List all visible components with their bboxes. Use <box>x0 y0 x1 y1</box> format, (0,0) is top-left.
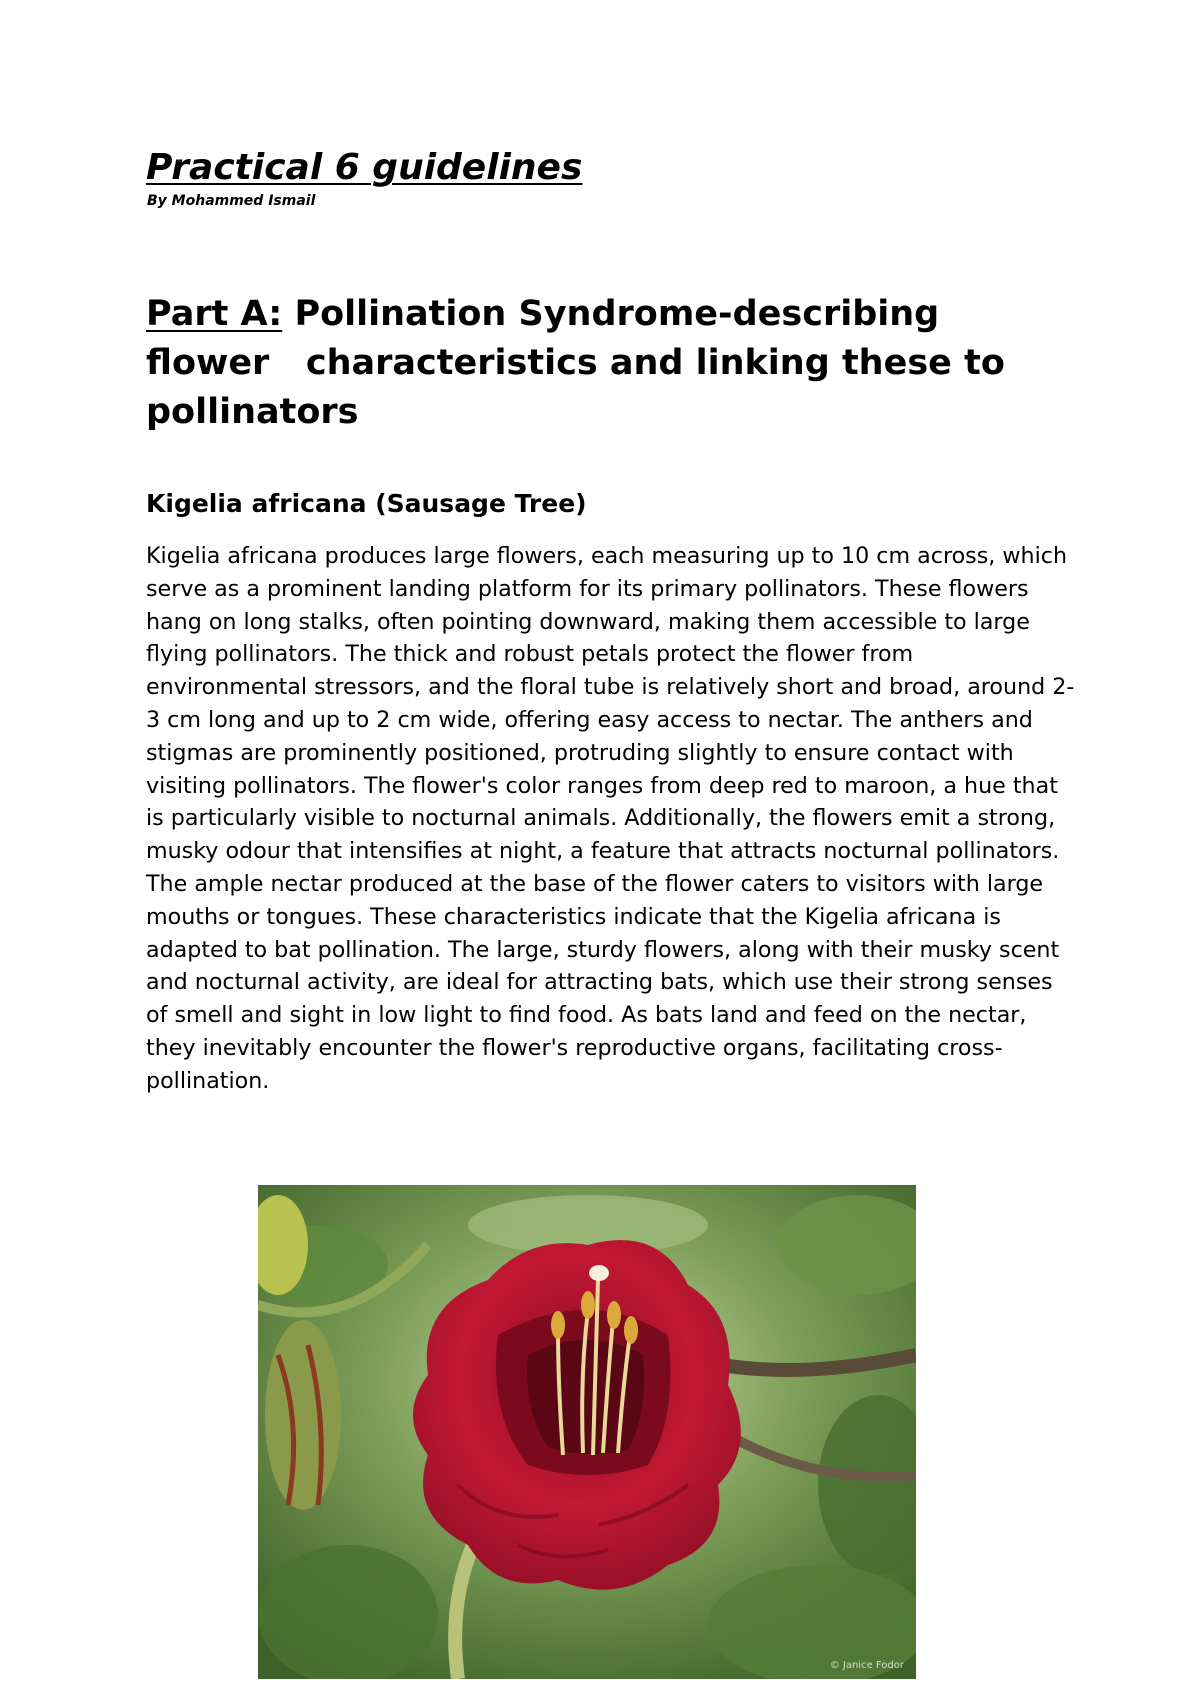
kigelia-flower-photo <box>258 1185 916 1679</box>
part-title: Pollination Syndrome-describing flower characteristics and linking these to pollinators <box>146 294 1005 432</box>
author-byline: By Mohammed Ismail <box>147 193 316 209</box>
species-heading: Kigelia africana (Sausage Tree) <box>146 489 587 518</box>
part-heading <box>146 290 1066 437</box>
document-title <box>146 146 582 190</box>
body-paragraph: Kigelia africana produces large flowers, each measuring up to 10 cm across, which serve as a prominent landing platform for its primary pollinators. These flowers hang on long stalks, often pointing downward, making them accessible to large flying pollinators. The thick and robust petals protect the flower from environmental stressors, and the floral tube is relatively short and broad, around 2-3 cm long and up to 2 cm wide, offering easy access to nectar. The anthers and stigmas are prominently positioned, protruding slightly to ensure contact with visiting pollinators. The flower's color ranges from deep red to maroon, a hue that is particularly visible to nocturnal animals. Additionally, the flowers emit a strong, musky odour that intensifies at night, a feature that attracts nocturnal pollinators. The ample nectar produced at the base of the flower caters to visitors with large mouths or tongues. These characteristics indicate that the Kigelia africana is adapted to bat pollination. The large, sturdy flowers, along with their musky scent and nocturnal activity, are ideal for attracting bats, which use their strong senses of smell and sight in low light to find food. As bats land and feed on the nectar, they inevitably encounter the flower's reproductive organs, facilitating cross-pollination. <box>146 543 1075 1094</box>
photo-credit: © Janice Fodor <box>829 1660 904 1671</box>
flower-illustration <box>258 1185 916 1679</box>
part-label: Part A: <box>146 294 283 334</box>
document-title-text: Practical 6 guidelines <box>146 147 583 188</box>
